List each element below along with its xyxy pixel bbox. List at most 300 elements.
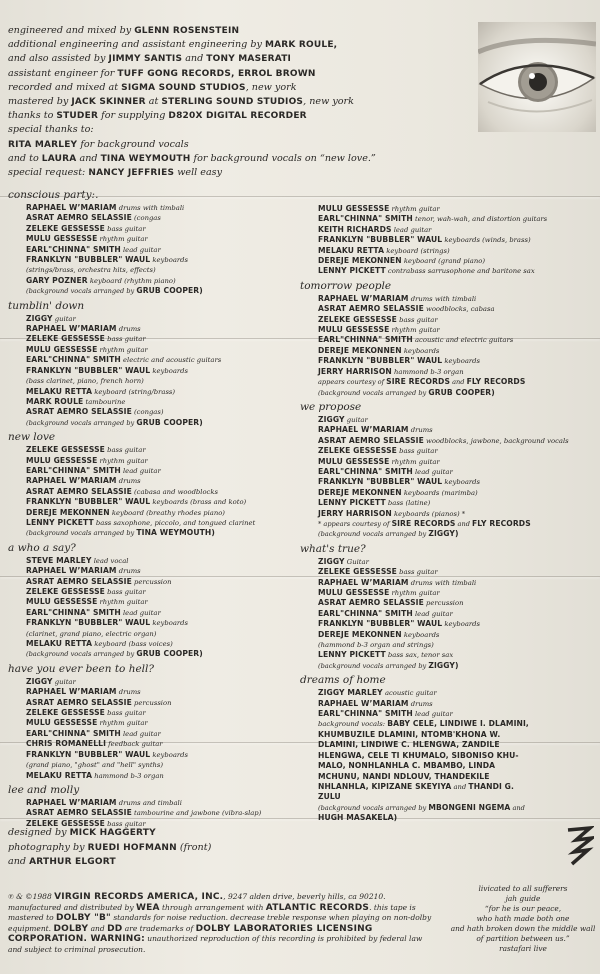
credit-text: (background vocals arranged by — [318, 530, 429, 539]
credit-name: ZIGGY) — [428, 660, 459, 670]
credit-text: percussion — [131, 698, 172, 707]
credit-text: rhythm guitar — [389, 205, 440, 213]
credit-text: standards for noise reduction. decrease treble response when playing on non-dolby — [110, 913, 432, 923]
credit-name: MARK ROULE — [26, 396, 84, 406]
credit-text: keyboard (grand piano) — [401, 257, 485, 266]
credit-name: DEREJE MEKONNEN — [318, 487, 402, 497]
credit-name: GLENN ROSENSTEIN — [134, 26, 240, 36]
song-title: tumblin' down — [8, 299, 85, 312]
musician-credit — [26, 608, 306, 618]
musician-credit — [318, 335, 596, 345]
dedication-line: livicated to all sufferers — [478, 884, 568, 893]
legal-notice — [8, 892, 448, 956]
credit-name: RITA MARLEY — [8, 139, 78, 150]
musician-credit — [26, 698, 306, 708]
credit-name: MELAKU RETTA — [26, 386, 93, 396]
credit-name: FRANKLYN "BUBBLER" WAUL — [26, 749, 151, 759]
credit-name: ASRAT AEMRO SELASSIE — [318, 304, 424, 314]
credit-text: and — [182, 53, 207, 65]
credit-name: CHRIS ROMANELLI — [26, 739, 106, 749]
credit-text: keyboards — [401, 630, 440, 639]
credit-name: MULU GESSESSE — [318, 325, 390, 335]
musician-credit — [318, 436, 596, 446]
credit-name: FRANKLYN "BUBBLER" WAUL — [26, 255, 151, 265]
credit-text: rhythm guitar — [97, 719, 148, 728]
text-line — [8, 913, 448, 924]
credit-name: STUDER — [56, 111, 99, 122]
musician-credit — [318, 640, 596, 650]
credit-text: rhythm guitar — [97, 235, 148, 244]
credit-text: thanks to — [8, 110, 57, 122]
credit-text: tambourine — [83, 397, 126, 406]
musician-credit — [318, 719, 596, 729]
text-line — [8, 81, 478, 95]
song-title: have you ever been to hell? — [8, 662, 155, 675]
credit-name: TONY MASERATI — [206, 54, 292, 65]
credit-name: ZELEKE GESSESSE — [26, 708, 105, 718]
credit-text: keyboard (string/brass) — [92, 387, 176, 396]
credit-name: RAPHAEL W’MARIAM — [26, 687, 117, 697]
credit-name: FLY RECORDS — [466, 377, 526, 387]
credit-name: KEITH RICHARDS — [318, 224, 392, 234]
credit-name: GRUB COOPER) — [136, 286, 203, 296]
credit-name: DEREJE MEKONNEN — [318, 629, 402, 639]
musician-credit — [318, 609, 596, 619]
credit-text: (background vocals arranged by — [26, 418, 137, 427]
credit-text: bass guitar — [104, 819, 146, 828]
dedication — [448, 884, 598, 954]
credit-name: ZIGGY MARLEY — [318, 688, 383, 698]
credit-text: ℗ & ©1988 — [8, 892, 55, 901]
credit-text: are trademarks of — [122, 923, 196, 933]
musician-credit — [26, 649, 306, 659]
credit-text: * appears courtesy of — [318, 519, 392, 528]
credit-text: (background vocals arranged by — [318, 388, 429, 397]
credit-text: (background vocals arranged by — [26, 529, 137, 538]
musician-credit — [318, 557, 596, 567]
dedication-line: who hath made both one — [476, 914, 570, 923]
credit-text: drums — [408, 699, 433, 708]
credit-text: recorded and mixed at — [8, 81, 122, 93]
credit-text: (clarinet, grand piano, electric organ) — [26, 629, 157, 638]
credit-text: , new york — [303, 96, 354, 108]
credit-text: mastered to — [8, 913, 57, 923]
musician-credit — [26, 407, 306, 417]
credit-name: ASRAT AEMRO SELASSIE — [26, 407, 132, 417]
credit-name: BABY CELE, LINDIWE I. DLAMINI, — [387, 719, 529, 729]
credit-text: drums with timbali — [408, 294, 477, 303]
credit-text: keyboards — [442, 478, 480, 487]
musician-credit — [26, 445, 306, 455]
credit-name: MBONGENI NGEMA — [428, 802, 511, 812]
credit-name: ASRAT AEMRO SELASSIE — [26, 808, 132, 818]
credit-name: ASRAT AEMRO SELASSIE — [318, 598, 424, 608]
musician-credit — [26, 629, 306, 639]
credit-text: for supplying — [98, 110, 169, 122]
credit-name: THANDI G. — [468, 781, 514, 791]
musician-credit — [318, 588, 596, 598]
credit-name: MULU GESSESSE — [26, 344, 98, 354]
credit-text: for background vocals on “new love.” — [190, 152, 376, 164]
musician-credit — [318, 529, 596, 539]
credit-name: NANCY JEFFRIES — [88, 168, 175, 179]
musician-credit — [26, 265, 306, 275]
text-line — [8, 138, 478, 152]
credit-text: and — [8, 856, 30, 867]
credit-text: keyboards — [150, 366, 188, 375]
credit-text: keyboards (winds, brass) — [442, 236, 531, 245]
musician-credit — [26, 487, 306, 497]
credit-text: Guitar — [344, 557, 369, 566]
credit-name: LAURA — [41, 153, 77, 164]
credit-name: SIRE RECORDS — [386, 377, 451, 387]
dedication-line: “for he is our peace, — [484, 904, 562, 913]
credit-name: LENNY PICKETT — [26, 517, 94, 527]
credit-name: ARTHUR ELGORT — [29, 857, 116, 867]
musician-credit — [318, 709, 596, 719]
credit-text: (congas) — [131, 408, 164, 417]
credit-name: RAPHAEL W’MARIAM — [318, 698, 409, 708]
musician-credit — [318, 578, 596, 588]
credit-text: . this tape is — [369, 902, 416, 912]
credit-text: through arrangement with — [159, 902, 266, 912]
credit-name: MELAKU RETTA — [26, 770, 93, 780]
musician-credit — [318, 567, 596, 577]
credit-text: tambourine and jawbone (vibra-slap) — [131, 809, 262, 818]
credit-text: keyboards (marimba) — [401, 488, 478, 497]
musician-credit — [318, 325, 596, 335]
credit-text: bass guitar — [104, 709, 146, 718]
credit-name: ZELEKE GESSESSE — [26, 445, 105, 455]
credit-text: acoustic guitar — [382, 689, 437, 698]
credit-text: hammond b-3 organ — [92, 771, 164, 780]
text-line — [8, 24, 478, 38]
credit-text: special thanks to: — [8, 124, 94, 136]
credit-text: and — [88, 923, 108, 933]
credit-text: lead guitar — [120, 608, 161, 617]
credit-name: DD — [107, 923, 123, 934]
musician-credit — [26, 324, 306, 334]
credit-name: MULU GESSESSE — [318, 204, 390, 213]
credit-name: ATLANTIC RECORDS — [265, 902, 370, 913]
credit-name: DEREJE MEKONNEN — [318, 345, 402, 355]
musician-credit — [26, 245, 306, 255]
credit-text: percussion — [131, 577, 172, 586]
musician-credit — [26, 771, 306, 781]
credit-text: lead guitar — [412, 710, 453, 719]
credit-text: , 9247 alden drive, beverly hills, ca 90210. — [223, 892, 386, 901]
credit-text: woodblocks, cabasa — [423, 305, 495, 314]
musician-credit — [318, 498, 596, 508]
credit-text: (cabasa and woodblocks — [131, 487, 218, 496]
credit-text: (background vocals arranged by — [26, 287, 137, 296]
song-title: conscious party:. — [8, 189, 99, 201]
credit-text: drums with timbali — [116, 204, 185, 212]
credit-name: EARL"CHINNA" SMITH — [26, 355, 121, 365]
credit-text: keyboards — [150, 256, 188, 265]
musician-credit — [318, 803, 596, 813]
credit-name: MARK ROULE, — [264, 40, 338, 51]
credit-name: DEREJE MEKONNEN — [26, 507, 110, 517]
musician-credit — [318, 650, 596, 660]
musician-credit — [26, 345, 306, 355]
musician-credit — [26, 677, 306, 687]
text-line — [8, 67, 478, 81]
musician-credit — [318, 235, 596, 245]
credit-text: keyboards — [150, 619, 188, 628]
credit-name: ASRAT AEMRO SELASSIE — [26, 697, 132, 707]
credit-text: contrabass sarrusophone and baritone sax — [385, 267, 535, 276]
credit-text: keyboards — [401, 346, 440, 355]
credit-text: assistant engineer for — [8, 67, 118, 79]
credit-text: bass guitar — [104, 335, 146, 344]
text-line — [8, 166, 478, 180]
musician-credit — [26, 687, 306, 697]
dedication-line: and hath broken down the middle wall — [450, 924, 596, 933]
musician-credit — [26, 597, 306, 607]
credit-text: lead guitar — [412, 467, 453, 476]
credit-text: guitar — [52, 677, 76, 686]
musician-credit — [318, 377, 596, 387]
credit-text: bass guitar — [104, 588, 146, 596]
tuff-gong-logo — [566, 826, 594, 866]
credit-name: RAPHAEL W’MARIAM — [26, 797, 117, 807]
musician-credit — [318, 477, 596, 487]
credit-name: HUGH MASAKELA) — [318, 813, 398, 823]
track-credits-left — [8, 186, 306, 829]
song-title: dreams of home — [300, 674, 386, 687]
credit-text: engineered and mixed by — [8, 25, 135, 36]
musician-credit — [26, 760, 306, 770]
credit-name: TINA WEYMOUTH — [100, 153, 191, 164]
credit-name: FLY RECORDS — [472, 518, 531, 528]
credit-text: lead guitar — [120, 245, 161, 254]
credit-text: keyboards (brass and koto) — [150, 498, 247, 507]
credit-text: and also assisted by — [8, 53, 109, 65]
musician-credit — [318, 367, 596, 377]
credit-name: GARY POZNER — [26, 275, 88, 285]
musician-credit — [26, 203, 306, 213]
credit-text: and — [450, 378, 467, 387]
musician-credit — [318, 488, 596, 498]
credit-text: photography by — [8, 841, 88, 853]
musician-credit — [26, 739, 306, 749]
credit-text: lead guitar — [120, 729, 161, 738]
credit-text: keyboard (breathy rhodes piano) — [109, 508, 225, 517]
credit-name: MELAKU RETTA — [26, 639, 93, 649]
credit-name: RAPHAEL W’MARIAM — [318, 293, 409, 303]
credit-name: EARL"CHINNA" SMITH — [26, 607, 121, 617]
credit-text: hammond b-3 organ — [391, 367, 464, 376]
credit-text: keyboards (pianos) * — [391, 509, 466, 518]
credit-name: FRANKLYN "BUBBLER" WAUL — [318, 356, 443, 366]
song-title: a who a say? — [8, 541, 76, 554]
credit-text: and — [510, 803, 525, 812]
text-line — [8, 38, 478, 52]
credit-name: JERRY HARRISON — [318, 508, 392, 518]
musician-credit — [318, 446, 596, 456]
credit-name: ASRAT AEMRO SELASSIE — [318, 435, 424, 445]
musician-credit — [26, 213, 306, 223]
eye-photo — [478, 22, 596, 132]
credit-text: background vocals: — [318, 720, 388, 729]
musician-credit — [26, 528, 306, 538]
musician-credit — [26, 418, 306, 428]
text-line — [8, 924, 448, 935]
credit-name: MULU GESSESSE — [26, 718, 98, 728]
credit-name: LENNY PICKETT — [318, 498, 386, 508]
credit-name: ZIGGY — [26, 313, 53, 323]
credit-name: ZIGGY — [318, 414, 345, 424]
credit-text: and subject to criminal prosecution. — [8, 944, 146, 954]
musician-credit — [26, 587, 306, 597]
musician-credit — [318, 730, 596, 740]
credit-name: LENNY PICKETT — [318, 266, 386, 276]
credit-text: rhythm guitar — [97, 598, 148, 607]
dedication-line: of partition between us.” — [476, 934, 570, 943]
credit-text: drums — [116, 567, 141, 576]
credit-text: appears courtesy of — [318, 378, 387, 387]
musician-credit — [26, 808, 306, 818]
musician-credit — [26, 334, 306, 344]
credit-text: lead guitar — [412, 609, 453, 618]
credit-name: EARL"CHINNA" SMITH — [318, 466, 413, 476]
musician-credit — [318, 772, 596, 782]
musician-credit — [318, 256, 596, 266]
credit-name: JIMMY SANTIS — [108, 54, 183, 65]
design-credits — [8, 826, 448, 870]
song-title: what's true? — [300, 542, 366, 555]
credit-text: bass guitar — [104, 446, 146, 455]
credit-text: drums — [116, 325, 141, 334]
musician-credit — [26, 366, 306, 376]
song-title: new love — [8, 431, 56, 444]
credit-name: ZIGGY) — [428, 529, 459, 539]
musician-credit — [26, 355, 306, 365]
credit-text: (bass clarinet, piano, french horn) — [26, 377, 144, 386]
credit-text: bass saxophone, piccolo, and tongued clarinet — [93, 518, 256, 527]
credit-text: rhythm guitar — [97, 345, 148, 354]
credit-name: EARL"CHINNA" SMITH — [26, 244, 121, 254]
credit-name: STEVE MARLEY — [26, 555, 92, 565]
musician-credit — [318, 761, 596, 771]
credit-name: FRANKLYN "BUBBLER" WAUL — [26, 365, 151, 375]
credit-name: CORPORATION. WARNING: — [8, 934, 145, 945]
credit-text: rhythm guitar — [389, 589, 440, 597]
credit-text: feedback guitar — [106, 740, 163, 749]
credit-text: bass guitar — [396, 568, 438, 577]
credit-name: FRANKLYN "BUBBLER" WAUL — [26, 497, 151, 507]
credit-text: bass (latine) — [385, 499, 431, 508]
credit-text: bass guitar — [104, 224, 146, 233]
musician-credit — [318, 356, 596, 366]
credit-name: RAPHAEL W’MARIAM — [318, 577, 409, 587]
credit-name: GRUB COOPER) — [136, 417, 203, 427]
credit-name: NHLANHLA, KIPIZANE SKEYIYA — [318, 781, 452, 791]
musician-credit — [26, 798, 306, 808]
credit-name: ZIGGY — [318, 556, 345, 566]
musician-credit — [318, 619, 596, 629]
musician-credit — [26, 234, 306, 244]
credit-name: RAPHAEL W’MARIAM — [26, 203, 117, 212]
credit-text: lead vocal — [91, 556, 129, 565]
credit-text: (background vocals arranged by — [318, 661, 429, 670]
credit-name: DLAMINI, LINDIWE C. HLENGWA, ZANDILE — [318, 740, 500, 750]
musician-credit — [26, 750, 306, 760]
musician-credit — [26, 618, 306, 628]
musician-credit — [26, 476, 306, 486]
credit-name: ZIGGY — [26, 676, 53, 686]
credit-text: at — [145, 96, 162, 108]
musician-credit — [318, 782, 596, 792]
musician-credit — [26, 708, 306, 718]
text-line — [8, 841, 448, 856]
text-line — [8, 855, 448, 870]
text-line — [8, 826, 448, 841]
credit-name: ZELEKE GESSESSE — [26, 223, 105, 233]
credit-text: bass guitar — [396, 315, 438, 324]
credit-name: RAPHAEL W’MARIAM — [26, 566, 117, 576]
credit-name: RAPHAEL W’MARIAM — [26, 476, 117, 486]
musician-credit — [26, 729, 306, 739]
credit-text: bass guitar — [396, 447, 438, 456]
musician-credit — [318, 266, 596, 276]
credit-text: percussion — [423, 599, 464, 608]
text-line — [8, 109, 478, 123]
credit-text: rhythm guitar — [389, 457, 440, 466]
credit-text: (congas — [131, 214, 161, 223]
musician-credit — [318, 225, 596, 235]
credit-name: WEA — [135, 902, 160, 913]
credit-name: MCHUNU, NANDI NDLOUV, THANDEKILE — [318, 771, 490, 781]
credit-text: and to — [8, 152, 42, 164]
credit-name: EARL"CHINNA" SMITH — [318, 335, 413, 345]
credit-name: LENNY PICKETT — [318, 650, 386, 660]
credit-text: rhythm guitar — [97, 456, 148, 465]
credit-name: MULU GESSESSE — [26, 597, 98, 607]
credit-text: (front) — [176, 841, 212, 853]
musician-credit — [318, 792, 596, 802]
credit-text: , new york — [245, 81, 297, 93]
credit-name: ASRAT AEMRO SELASSIE — [26, 486, 132, 496]
credit-name: ZELEKE GESSESSE — [26, 334, 105, 344]
credit-text: additional engineering and assistant engineering by — [8, 39, 265, 51]
credit-name: DOLBY LABORATORIES LICENSING — [195, 923, 373, 934]
credit-text: tenor, wah-wah, and distortion guitars — [412, 215, 548, 224]
musician-credit — [318, 204, 596, 214]
credit-text: (background vocals arranged by — [318, 803, 429, 812]
musician-credit — [26, 376, 306, 386]
musician-credit — [26, 314, 306, 324]
credit-name: GRUB COOPER) — [428, 387, 495, 397]
musician-credit — [26, 466, 306, 476]
credit-text: rhythm guitar — [389, 326, 440, 335]
credit-name: EARL"CHINNA" SMITH — [318, 214, 413, 224]
credit-name: EARL"CHINNA" SMITH — [26, 465, 121, 475]
credit-text: for background vocals — [77, 138, 189, 150]
credit-name: EARL"CHINNA" SMITH — [318, 608, 413, 618]
musician-credit — [318, 346, 596, 356]
credit-text: guitar — [344, 415, 368, 424]
musician-credit — [318, 699, 596, 709]
credit-name: FRANKLYN "BUBBLER" WAUL — [318, 477, 443, 487]
credit-name: KHUMBUZILE DLAMINI, NTOMB'KHONA W. — [318, 729, 501, 739]
credit-name: DOLBY "B" — [56, 913, 111, 924]
credit-text: drums — [116, 688, 141, 697]
musician-credit — [318, 315, 596, 325]
credit-text: bass sax, tenor sax — [385, 651, 454, 660]
musician-credit — [26, 387, 306, 397]
